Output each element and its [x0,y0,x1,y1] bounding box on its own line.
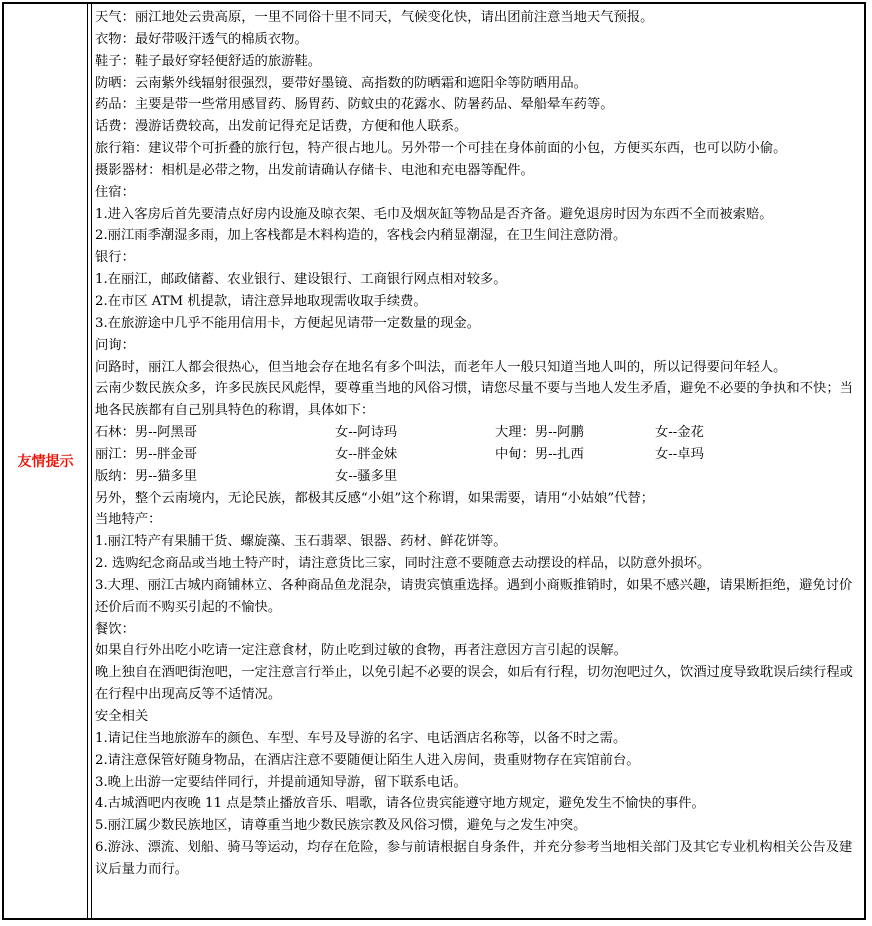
tip-line: 2.丽江雨季潮湿多雨，加上客栈都是木料构造的，客栈会内稍显潮湿，在卫生间注意防滑。 [95,228,627,244]
tips-table [2,2,866,920]
tips-block-general [95,7,858,422]
tips-block-specific [95,488,858,881]
title-cell: 女--卓玛 [655,446,704,462]
tip-line: 天气：丽江地处云贵高原，一里不同俗十里不同天，气候变化快，请出团前注意当地天气预报。 [95,10,654,25]
tip-line: 1.请记住当地旅游车的颜色、车型、车号及导游的名字、电话酒店名称等，以备不时之需。 [95,730,627,746]
tip-line: 3.在旅游途中几乎不能用信用卡，方便起见请带一定数量的现金。 [95,315,480,331]
tip-line: 3.晚上出游一定要结伴同行，并提前通知导游，留下联系电话。 [95,774,467,790]
tip-line: 4.古城酒吧内夜晚 11 点是禁止播放音乐、唱歌，请各位贵宾能遵守地方规定，避免发生不愉快的事件。 [95,796,705,812]
tip-line: 问路时，丽江人都会很热心，但当地会存在地名有多个叫法，而老年人一般只知道当地人叫的，所以记得要问年轻人。 [95,359,787,375]
title-row [95,466,858,488]
title-cell: 中甸：男--扎西 [495,446,584,462]
title-cell: 版纳：男--猫多里 [95,468,198,484]
tip-line: 1.丽江特产有果脯干货、螺旋藻、玉石翡翠、银器、药材、鲜花饼等。 [95,534,507,550]
tip-line: 摄影器材：相机是必带之物，出发前请确认存储卡、电池和充电器等配件。 [95,162,534,178]
title-cell: 女--骚多里 [335,468,398,484]
tip-line: 餐饮： [95,621,135,637]
section-label: 友情提示 [17,454,74,470]
tip-line: 旅行箱：建议带个可折叠的旅行包，特产很占地儿。另外带一个可挂在身体前面的小包，方便买东西，也可以防小偷。 [95,141,787,157]
tip-line: 话费：漫游话费较高，出发前记得充足话费，方便和他人联系。 [95,119,468,135]
tip-line: 衣物：最好带吸汗透气的棉质衣物。 [95,31,308,47]
tip-line: 住宿： [95,184,135,200]
tip-line: 晚上独自在酒吧街泡吧，一定注意言行举止，以免引起不必要的误会，如后有行程，切勿泡吧过久，饮酒过度导致耽误后续行程或在行程中出现高反等不适情况。 [95,665,853,703]
title-cell [495,466,655,488]
title-row [95,444,858,466]
ethnic-titles-table [95,422,858,488]
title-cell: 大理：男--阿鹏 [495,425,584,441]
title-row [95,422,858,444]
tip-line: 云南少数民族众多，许多民族民风彪悍，要尊重当地的风俗习惯，请您尽量不要与当地人发生矛盾，避免不必要的争执和不快；当地各民族都有自己别具特色的称谓，具体如下： [95,381,853,419]
tip-line: 3.大理、丽江古城内商铺林立、各种商品鱼龙混杂，请贵宾慎重选择。遇到小商贩推销时，如果不感兴趣，请果断拒绝，避免讨价还价后而不购买引起的不愉快。 [95,577,853,615]
title-cell: 女--金花 [655,425,704,441]
tip-line: 药品：主要是带一些常用感冒药、肠胃药、防蚊虫的花露水、防暑药品、晕船晕车药等。 [95,97,614,113]
tip-line: 1.进入客房后首先要清点好房内设施及晾衣架、毛巾及烟灰缸等物品是否齐备。避免退房时因为东西不全而被索赔。 [95,206,773,222]
tip-line: 5.丽江属少数民族地区，请尊重当地少数民族宗教及风俗习惯，避免与之发生冲突。 [95,818,587,834]
section-label-cell [4,4,88,918]
tip-line: 2.请注意保管好随身物品，在酒店注意不要随便让陌生人进入房间，贵重财物存在宾馆前台。 [95,752,640,768]
tip-line: 另外，整个云南境内，无论民族，都极其反感“小姐”这个称谓，如果需要，请用“小姑娘”代替； [95,490,655,506]
tip-line: 鞋子：鞋子最好穿轻便舒适的旅游鞋。 [95,53,322,69]
tip-line: 2. 选购纪念商品或当地土特产时，请注意货比三家，同时注意不要随意去动摆设的样品，以防意外损坏。 [95,556,711,572]
tips-content [91,4,864,918]
tip-line: 1.在丽江，邮政储蓄、农业银行、建设银行、工商银行网点相对较多。 [95,272,507,288]
tip-line: 银行： [95,250,135,266]
tip-line: 防晒：云南紫外线辐射很强烈，要带好墨镜、高指数的防晒霜和遮阳伞等防晒用品。 [95,75,587,91]
tip-line: 6.游泳、漂流、划船、骑马等运动，均存在危险，参与前请根据自身条件，并充分参考当地相关部门及其它专业机构相关公告及建议后量力而行。 [95,840,853,877]
tip-line: 安全相关 [95,709,149,724]
tip-line: 如果自行外出吃小吃请一定注意食材，防止吃到过敏的食物，再者注意因方言引起的误解。 [95,643,627,659]
tip-line: 问询： [95,337,135,353]
title-cell: 女--阿诗玛 [335,425,398,441]
tip-line: 2.在市区 ATM 机提款，请注意异地取现需收取手续费。 [95,293,427,309]
tip-line: 当地特产： [95,512,162,528]
title-cell: 女--胖金妹 [335,446,398,462]
title-cell: 石林：男--阿黑哥 [95,425,198,441]
title-cell: 丽江：男--胖金哥 [95,446,198,462]
